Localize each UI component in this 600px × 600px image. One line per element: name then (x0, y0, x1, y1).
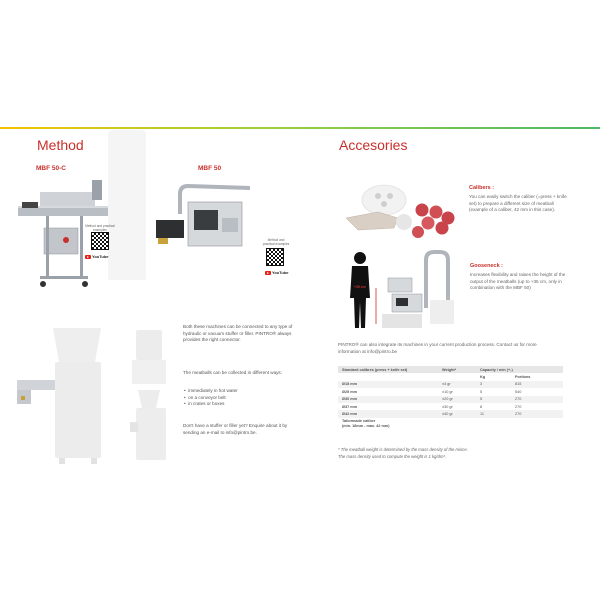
mbf50-machine-image (150, 180, 260, 260)
table-header-row (338, 366, 563, 373)
model-label-mbf50: MBF 50 (198, 165, 222, 172)
calibers-description: You can easily switch the caliber (=press + knife set) to prepare a different size of meatball (example of a caliber, 42 mm in this case). (469, 194, 567, 213)
collection-bullet-list (184, 388, 294, 408)
youtube-icon (265, 271, 271, 275)
list-item: • in crates or boxes (184, 401, 225, 407)
table-row: Ø30 mm ±20 gr 5 270 (338, 396, 563, 403)
table-row: Ø18 mm ±4 gr 3 815 (338, 381, 563, 388)
table-row: Ø25 mm ±10 gr 5 540 (342, 389, 522, 394)
height-gain-label: +35 cm (354, 285, 366, 289)
weight-footnote: * The meatball weight is determined by the mass density of the mince. The mass density used to compute the weight is 1 kg/dm³. (338, 447, 468, 459)
tailormade-title: Tailormade caliber (342, 419, 376, 424)
filler-with-machine-image (15, 322, 115, 467)
connector-paragraph: Both these machines can be connected to any type of hydraulic or vacuum stuffer or filler. PINTRO® always provides the right connector. (183, 324, 293, 343)
table-row: Ø37 mm ±30 gr 8 270 (342, 404, 522, 409)
calibers-table (338, 366, 563, 430)
tailormade-range: (min. 18mm - max. 42 mm) (342, 423, 390, 428)
collection-intro: The meatballs can be collected in different ways: (183, 370, 282, 375)
model-label-mbf50c: MBF 50-C (36, 165, 66, 172)
column-subheader: Kg (480, 375, 486, 380)
qr-caption-left: Method and practical examples (85, 224, 115, 232)
table-row-tailormade (338, 418, 563, 430)
column-header: Capacity / min (+-) (480, 367, 513, 372)
qr-code-right[interactable] (266, 248, 284, 266)
youtube-icon (85, 255, 91, 259)
stuffer-enquiry-paragraph: Don't have a stuffer or filler yet? Enquire about it by sending an e-mail to info@pintro.be. (183, 423, 288, 435)
method-title: Method (37, 137, 84, 153)
header-divider (0, 127, 600, 129)
gooseneck-title: Gooseneck : (470, 263, 504, 269)
column-header: Standard calibres (press + knife set) (342, 367, 408, 372)
gooseneck-description: Increases flexibility and raises the height of the output of the meatballs (up to +35 cm, only in combination with the MBF 50) (470, 272, 566, 291)
accessories-title: Accesories (339, 137, 408, 153)
collection-crates-image (128, 326, 178, 466)
qr-code-left[interactable] (91, 232, 109, 250)
youtube-link-right[interactable]: YouTube (265, 270, 289, 275)
list-item: • immediately in hot water (184, 388, 238, 393)
calibers-title: Calibers : (469, 185, 495, 191)
table-subheader-row (338, 373, 563, 380)
qr-caption-right: Method and practical examples (262, 238, 290, 246)
gooseneck-image (338, 248, 466, 336)
youtube-link-left[interactable]: YouTube (85, 254, 109, 259)
list-item: • on a conveyor belt (184, 394, 226, 400)
column-header: Weight* (442, 367, 457, 372)
integration-paragraph: PINTRO® can also integrate its machines in your current production process. Contact us for more information at info@pintro.be (338, 342, 537, 354)
calibers-image (338, 172, 463, 244)
table-row: Ø42 mm ±40 gr 11 270 (338, 410, 563, 417)
column-subheader: Portions (515, 375, 531, 380)
